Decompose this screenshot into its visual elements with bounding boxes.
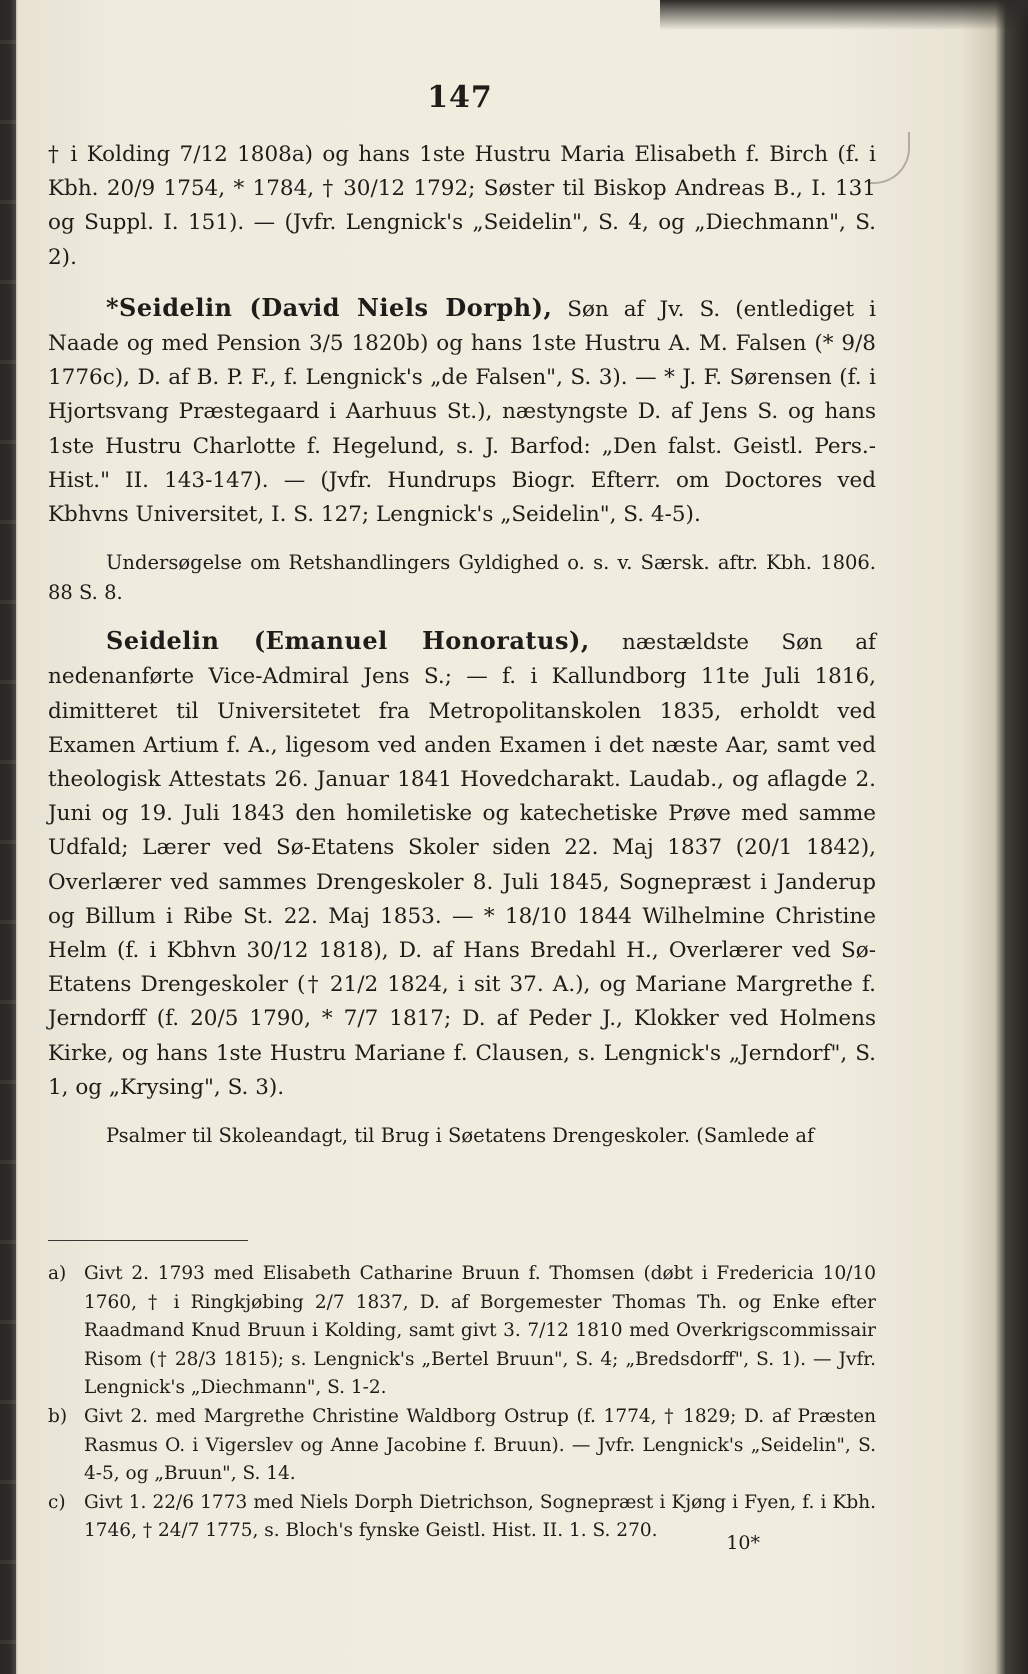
paragraph-text: † i Kolding 7/12 1808a) og hans 1ste Hustru Maria Elisabeth f. Birch (f. i Kbh. 20/9 1754, * 1784, † 30/12 1792; Søster til Biskop Andreas B., I. 131 og Suppl. I. 151). — (Jvfr. Lengnick's „Seidelin", S. 4, og „Diechmann", S. 2).	[48, 142, 876, 270]
footnote-b	[48, 1403, 876, 1489]
book-page	[40, 60, 880, 1660]
footnote-text: Givt 2. med Margrethe Christine Waldborg Ostrup (f. 1774, † 1829; D. af Præsten Rasmus O. i Vigerslev og Anne Jacobine f. Bruun). — Jvfr. Lengnick's „Seidelin", S. 4-5, og „Bruun", S. 14.	[84, 1405, 876, 1485]
footnote-text: Givt 2. 1793 med Elisabeth Catharine Bruun f. Thomsen (døbt i Fredericia 10/10 1760, † i Ringkjøbing 2/7 1837, D. af Borgemester Thomas Th. og Enke efter Raadmand Knud Bruun i Kolding, samt givt 3. 7/12 1810 med Overkrigscommissair Risom († 28/3 1815); s. Lengnick's „Bertel Bruun", S. 4; „Bredsdorff", S. 1). — Jvfr. Lengnick's „Diechmann", S. 1-2.	[84, 1263, 876, 1399]
main-text	[48, 138, 876, 1151]
entry-seidelin-emanuel	[48, 624, 876, 1105]
paragraph-continuation	[48, 138, 876, 275]
entry-text: Søn af Jv. S. (entlediget i Naade og med Pension 3/5 1820b) og hans 1ste Hustru A. M. Falsen (* 9/8 1776c), D. af B. P. F., f. Lengnick's „de Falsen", S. 3). — * J. F. Sørensen (f. i Hjortsvang Præstegaard i Aarhuus St.), næstyngste D. af Jens S. og hans 1ste Hustru Charlotte f. Hegelund, s. J. Barfod: „Den falst. Geistl. Pers.-Hist." II. 143-147). — (Jvfr. Hundrups Biogr. Efterr. om Doctores ved Kbhvns Universitet, I. S. 127; Lengnick's „Seidelin", S. 4-5).	[48, 296, 876, 528]
footnote-a	[48, 1260, 876, 1403]
signature-mark: 10*	[726, 1532, 760, 1554]
page-edge-shadow	[660, 0, 1028, 30]
footnote-text: Givt 1. 22/6 1773 med Niels Dorph Dietrichson, Sognepræst i Kjøng i Fyen, f. i Kbh. 1746, † 24/7 1775, s. Bloch's fynske Geistl. Hist. II. 1. S. 270.	[84, 1491, 876, 1542]
entry-text: næstældste Søn af nedenanførte Vice-Admiral Jens S.; — f. i Kallundborg 11te Juli 1816, dimitteret til Universitetet fra Metropolitanskolen 1835, erholdt ved Examen Artium f. A., ligesom ved anden Examen i det næste Aar, samt ved theologisk Attestats 26. Januar 1841 Hovedcharakt. Laudab., og aflagde 2. Juni og 19. Juli 1843 den homiletiske og katechetiske Prøve med samme Udfald; Lærer ved Sø-Etatens Skoler siden 22. Maj 1837 (20/1 1842), Overlærer ved sammes Drengeskoler 8. Juli 1845, Sognepræst i Janderup og Billum i Ribe St. 22. Maj 1853. — * 18/10 1844 Wilhelmine Christine Helm (f. i Kbhvn 30/12 1818), D. af Hans Bredahl H., Overlærer ved Sø-Etatens Drengeskoler († 21/2 1824, i sit 37. A.), og Mariane Margrethe f. Jerndorff (f. 20/5 1790, * 7/7 1817; D. af Peder J., Klokker ved Holmens Kirke, og hans 1ste Hustru Mariane f. Clausen, s. Lengnick's „Jerndorf", S. 1, og „Krysing", S. 3).	[48, 630, 876, 1100]
book-spine	[0, 0, 16, 1674]
work-title-text: Psalmer til Skoleandagt, til Brug i Søetatens Drengeskoler. (Samlede af	[106, 1124, 815, 1148]
footnote-mark: b)	[48, 1405, 68, 1427]
entry-heading: *Seidelin (David Niels Dorph),	[106, 292, 553, 322]
work-title-text: Undersøgelse om Retshandlingers Gyldighed o. s. v. Særsk. aftr. Kbh. 1806. 88 S. 8.	[48, 551, 876, 605]
footnotes	[48, 1260, 876, 1546]
work-title	[48, 1121, 876, 1151]
footnote-mark: a)	[48, 1263, 67, 1284]
footnote-divider	[48, 1240, 248, 1241]
page-number: 147	[427, 80, 493, 115]
entry-seidelin-david	[48, 291, 876, 532]
footnote-mark: c)	[48, 1491, 66, 1513]
work-title	[48, 548, 876, 608]
entry-heading: Seidelin (Emanuel Honoratus),	[106, 626, 590, 656]
